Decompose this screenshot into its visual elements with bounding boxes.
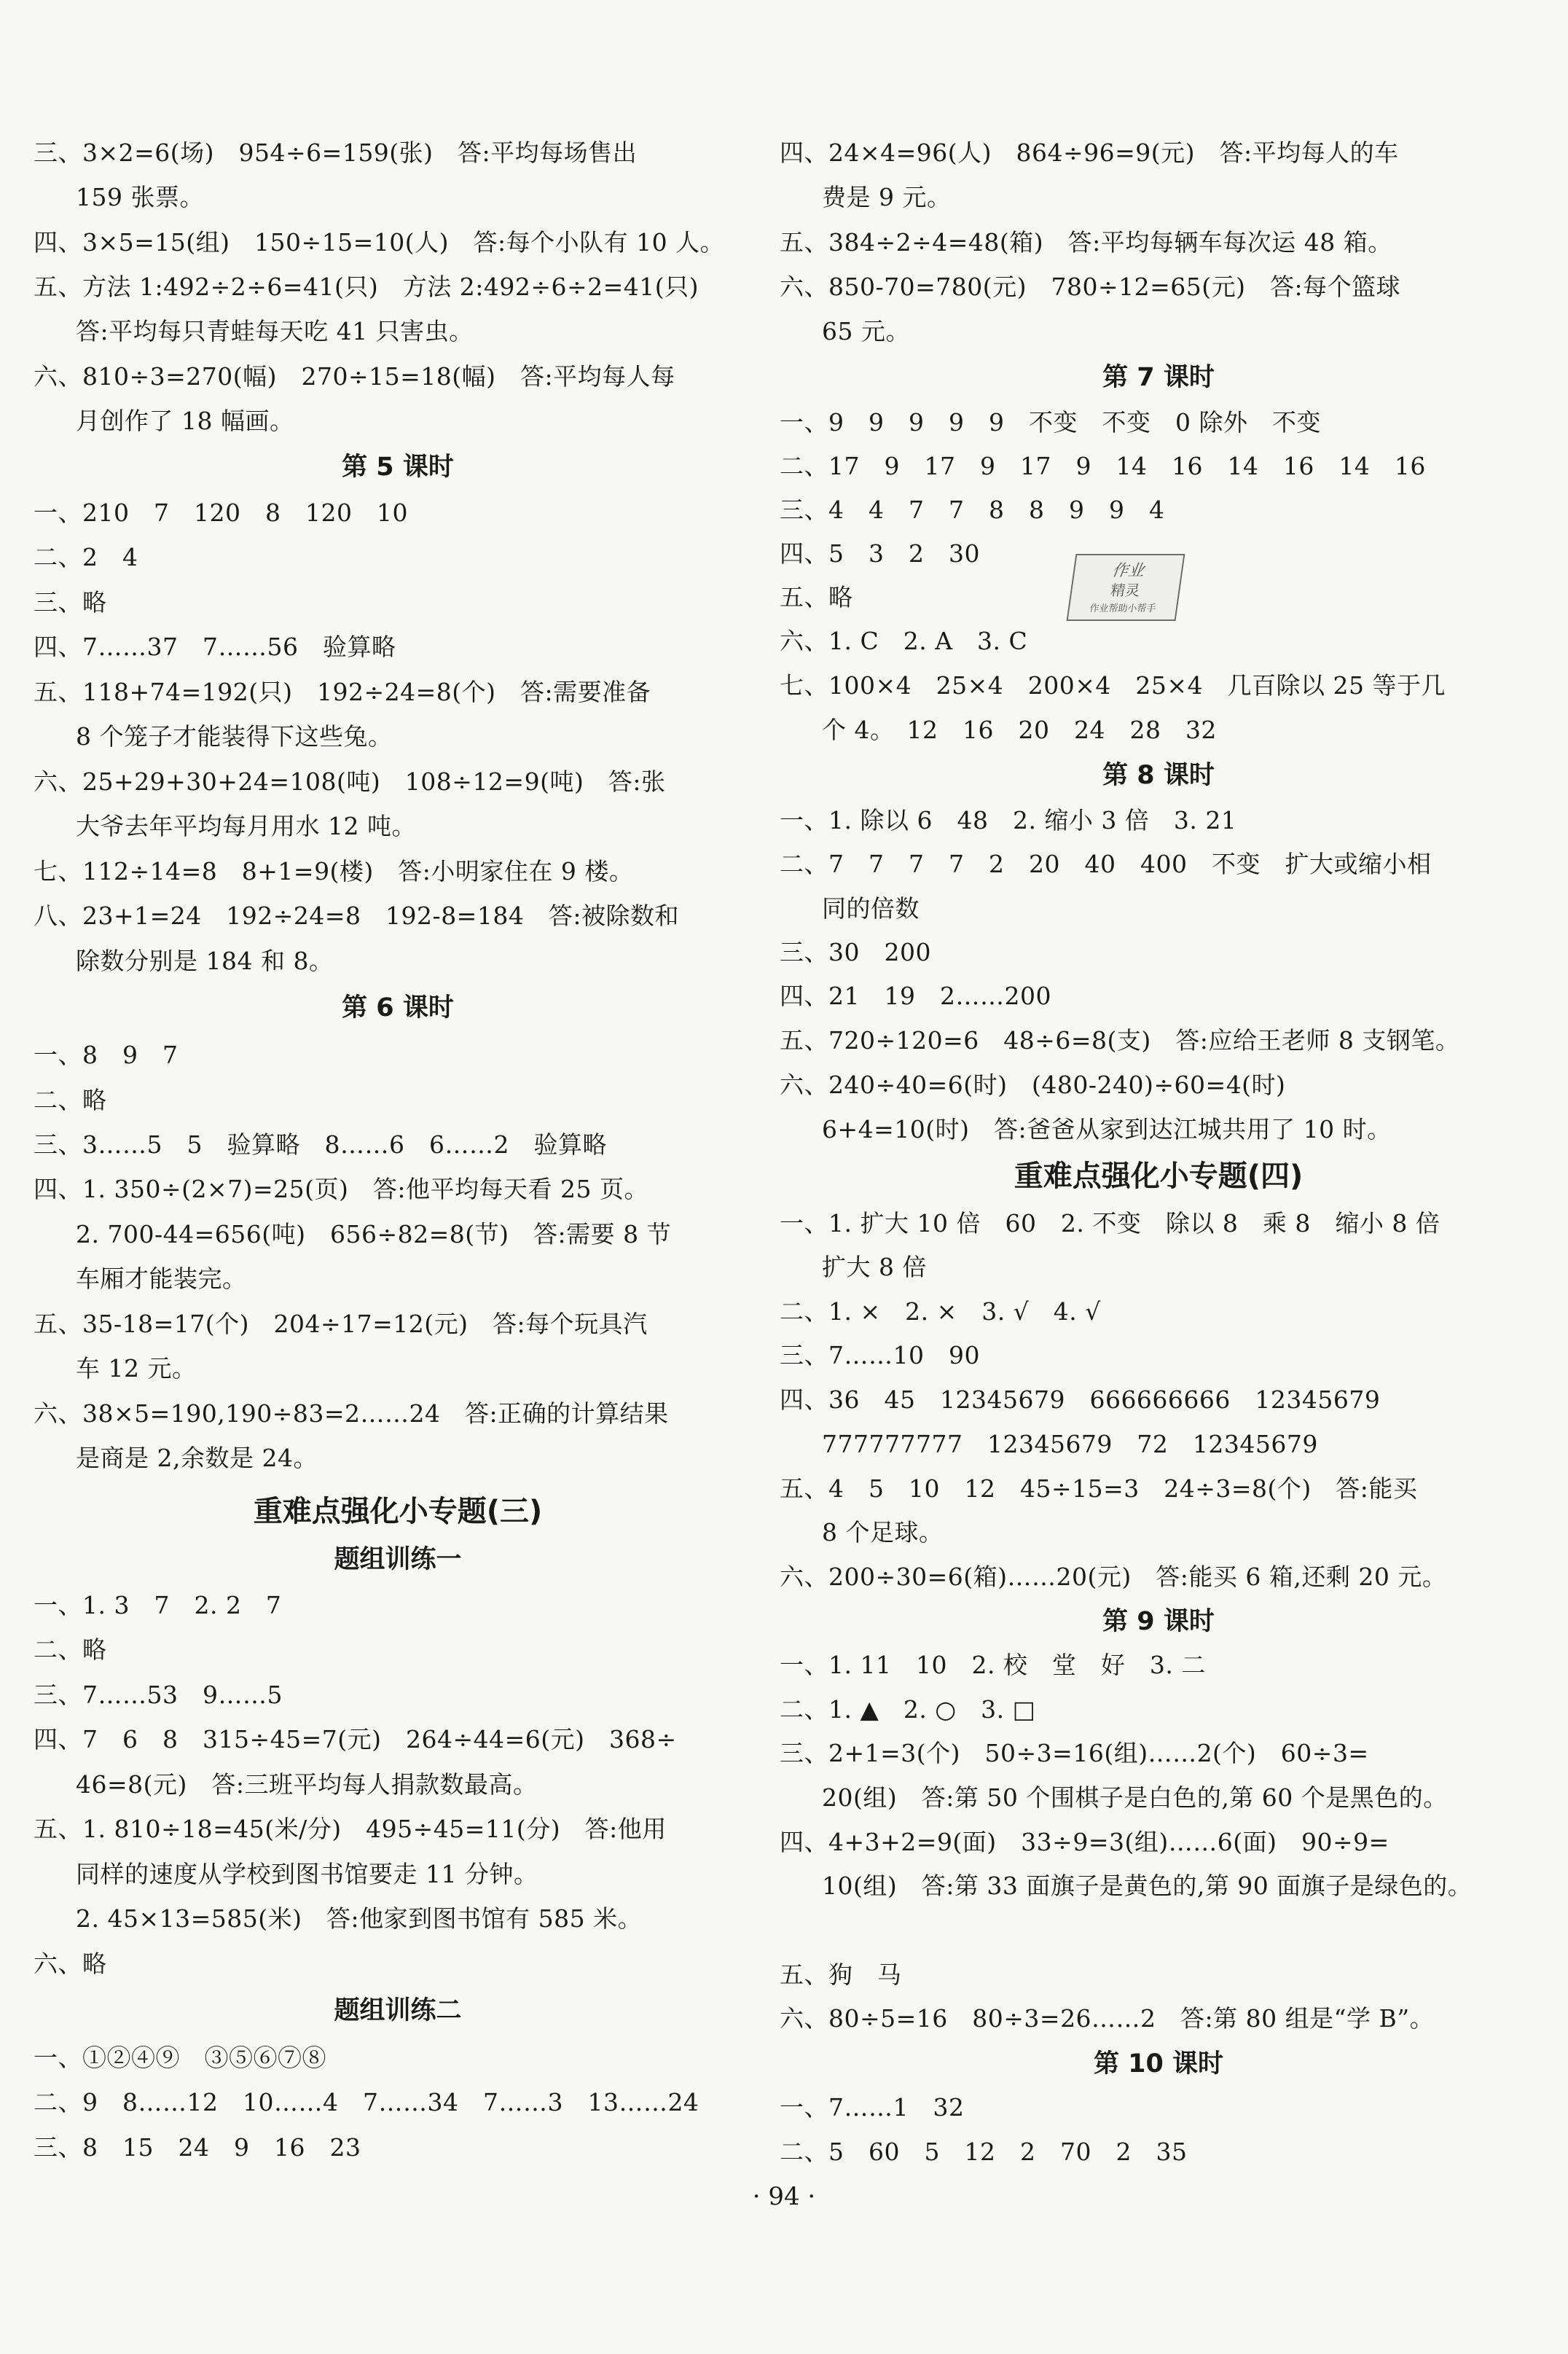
text-line: 六、25+29+30+24=108(吨) 108÷12=9(吨) 答:张 xyxy=(34,767,666,796)
text-line: 8 个足球。 xyxy=(822,1518,944,1546)
text-line: 一、7……1 32 xyxy=(780,2093,965,2122)
text-line: 一、1. 除以 6 48 2. 缩小 3 倍 3. 21 xyxy=(780,806,1237,834)
text-line: 三、3×2=6(场) 954÷6=159(张) 答:平均每场售出 xyxy=(34,138,638,167)
text-line: 四、1. 350÷(2×7)=25(页) 答:他平均每天看 25 页。 xyxy=(34,1175,648,1203)
text-line: 二、略 xyxy=(34,1635,107,1664)
text-line: 四、36 45 12345679 666666666 12345679 xyxy=(780,1385,1381,1414)
text-line: 五、118+74=192(只) 192÷24=8(个) 答:需要准备 xyxy=(34,678,651,706)
text-line: 六、略 xyxy=(34,1950,107,1978)
text-line: 七、100×4 25×4 200×4 25×4 几百除以 25 等于几 xyxy=(780,671,1446,700)
text-line: 五、狗 马 xyxy=(780,1960,902,1989)
text-line: 10(组) 答:第 33 面旗子是黄色的,第 90 面旗子是绿色的。 xyxy=(822,1872,1473,1900)
text-line: 大爷去年平均每月用水 12 吨。 xyxy=(76,812,416,840)
text-line: 四、21 19 2……200 xyxy=(780,982,1051,1010)
text-line: 费是 9 元。 xyxy=(822,183,952,211)
text-line: 个 4。 12 16 20 24 28 32 xyxy=(822,716,1217,744)
text-line: 除数分别是 184 和 8。 xyxy=(76,947,334,975)
text-line: 四、3×5=15(组) 150÷15=10(人) 答:每个小队有 10 人。 xyxy=(34,228,725,257)
text-line: 20(组) 答:第 50 个围棋子是白色的,第 60 个是黑色的。 xyxy=(822,1783,1448,1812)
text-line: 159 张票。 xyxy=(76,183,204,211)
text-line: 777777777 12345679 72 12345679 xyxy=(822,1430,1318,1458)
text-line: 三、7……10 90 xyxy=(780,1341,980,1369)
text-line: 三、30 200 xyxy=(780,938,931,966)
text-line: 2. 700-44=656(吨) 656÷82=8(节) 答:需要 8 节 xyxy=(76,1220,672,1248)
text-line: 一、1. 扩大 10 倍 60 2. 不变 除以 8 乘 8 缩小 8 倍 xyxy=(780,1209,1440,1237)
text-line: 65 元。 xyxy=(822,317,910,345)
text-line: 六、240÷40=6(时) (480-240)÷60=4(时) xyxy=(780,1071,1286,1099)
text-line: 答:平均每只青蛙每天吃 41 只害虫。 xyxy=(76,317,474,345)
text-line: 一、9 9 9 9 9 不变 不变 0 除外 不变 xyxy=(780,408,1321,437)
text-line: 四、7 6 8 315÷45=7(元) 264÷44=6(元) 368÷ xyxy=(34,1725,677,1753)
text-line: 六、38×5=190,190÷83=2……24 答:正确的计算结果 xyxy=(34,1399,669,1428)
text-line: 三、4 4 7 7 8 8 9 9 4 xyxy=(780,496,1165,524)
text-line: 同样的速度从学校到图书馆要走 11 分钟。 xyxy=(76,1860,538,1888)
text-line: 一、1. 3 7 2. 2 7 xyxy=(34,1591,282,1619)
section-heading: 第 5 课时 xyxy=(342,453,454,482)
text-line: 一、①②④⑨ ③⑤⑥⑦⑧ xyxy=(34,2044,326,2072)
text-line: 2. 45×13=585(米) 答:他家到图书馆有 585 米。 xyxy=(76,1904,643,1933)
stamp-line: 作业 xyxy=(1110,562,1145,580)
text-line: 二、略 xyxy=(34,1086,107,1114)
text-line: 六、200÷30=6(箱)……20(元) 答:能买 6 箱,还剩 20 元。 xyxy=(780,1563,1447,1591)
text-line: 三、略 xyxy=(34,588,107,617)
text-line: 五、4 5 10 12 45÷15=3 24÷3=8(个) 答:能买 xyxy=(780,1474,1418,1503)
text-line: 八、23+1=24 192÷24=8 192-8=184 答:被除数和 xyxy=(34,902,679,930)
subsection-heading: 题组训练一 xyxy=(334,1545,462,1574)
text-line: 一、1. 11 10 2. 校 堂 好 3. 二 xyxy=(780,1651,1206,1679)
text-line: 六、1. C 2. A 3. C xyxy=(780,627,1028,655)
text-line: 三、8 15 24 9 16 23 xyxy=(34,2133,361,2162)
text-line: 46=8(元) 答:三班平均每人捐款数最高。 xyxy=(76,1770,538,1799)
text-line: 二、9 8……12 10……4 7……34 7……3 13……24 xyxy=(34,2088,699,2116)
text-line: 6+4=10(时) 答:爸爸从家到达江城共用了 10 时。 xyxy=(822,1115,1392,1143)
text-line: 五、384÷2÷4=48(箱) 答:平均每辆车每次运 48 箱。 xyxy=(780,228,1392,257)
text-line: 四、4+3+2=9(面) 33÷9=3(组)……6(面) 90÷9= xyxy=(780,1828,1389,1856)
section-heading: 第 10 课时 xyxy=(1093,2049,1224,2079)
text-line: 车 12 元。 xyxy=(76,1354,197,1383)
text-line: 是商是 2,余数是 24。 xyxy=(76,1444,318,1472)
text-line: 8 个笼子才能装得下这些兔。 xyxy=(76,722,393,751)
text-line: 同的倍数 xyxy=(822,894,920,923)
text-line: 四、7……37 7……56 验算略 xyxy=(34,633,396,661)
text-line: 二、7 7 7 7 2 20 40 400 不变 扩大或缩小相 xyxy=(780,850,1432,878)
text-line: 三、7……53 9……5 xyxy=(34,1681,283,1709)
text-line: 扩大 8 倍 xyxy=(822,1253,927,1281)
page-number: · 94 · xyxy=(752,2182,816,2211)
text-line: 月创作了 18 幅画。 xyxy=(76,407,294,435)
text-line: 五、1. 810÷18=45(米/分) 495÷45=11(分) 答:他用 xyxy=(34,1815,667,1843)
stamp-line: 精灵 xyxy=(1109,582,1142,599)
text-line: 二、1. × 2. × 3. √ 4. √ xyxy=(780,1297,1101,1326)
text-line: 四、24×4=96(人) 864÷96=9(元) 答:平均每人的车 xyxy=(780,138,1399,167)
text-line: 一、210 7 120 8 120 10 xyxy=(34,498,408,527)
section-heading: 第 8 课时 xyxy=(1102,761,1215,790)
text-line: 六、810÷3=270(幅) 270÷15=18(幅) 答:平均每人每 xyxy=(34,362,675,391)
text-line: 五、方法 1:492÷2÷6=41(只) 方法 2:492÷6÷2=41(只) xyxy=(34,273,699,301)
section-heading: 第 9 课时 xyxy=(1102,1607,1215,1636)
text-line: 七、112÷14=8 8+1=9(楼) 答:小明家住在 9 楼。 xyxy=(34,857,634,885)
text-line: 三、3……5 5 验算略 8……6 6……2 验算略 xyxy=(34,1130,607,1159)
text-line: 五、略 xyxy=(780,583,853,611)
watermark-stamp xyxy=(1067,554,1185,621)
text-line: 二、1. ▲ 2. ○ 3. □ xyxy=(780,1695,1036,1724)
text-line: 车厢才能装完。 xyxy=(76,1264,247,1293)
text-line: 六、850-70=780(元) 780÷12=65(元) 答:每个篮球 xyxy=(780,273,1401,301)
text-line: 一、8 9 7 xyxy=(34,1041,179,1069)
section-heading: 第 7 课时 xyxy=(1102,363,1215,392)
text-line: 三、2+1=3(个) 50÷3=16(组)……2(个) 60÷3= xyxy=(780,1739,1369,1767)
text-line: 二、5 60 5 12 2 70 2 35 xyxy=(780,2138,1188,2166)
topic-heading: 重难点强化小专题(四) xyxy=(1014,1160,1304,1193)
text-line: 五、720÷120=6 48÷6=8(支) 答:应给王老师 8 支钢笔。 xyxy=(780,1026,1460,1055)
text-line: 六、80÷5=16 80÷3=26……2 答:第 80 组是“学 B”。 xyxy=(780,2004,1435,2033)
text-line: 四、5 3 2 30 xyxy=(780,539,980,568)
text-line: 二、17 9 17 9 17 9 14 16 14 16 14 16 xyxy=(780,452,1426,480)
text-line: 五、35-18=17(个) 204÷17=12(元) 答:每个玩具汽 xyxy=(34,1310,648,1338)
topic-heading: 重难点强化小专题(三) xyxy=(253,1495,543,1528)
stamp-line: 作业帮助小帮手 xyxy=(1089,603,1157,614)
section-heading: 第 6 课时 xyxy=(342,993,454,1022)
text-line: 二、2 4 xyxy=(34,543,138,571)
subsection-heading: 题组训练二 xyxy=(334,1996,462,2025)
